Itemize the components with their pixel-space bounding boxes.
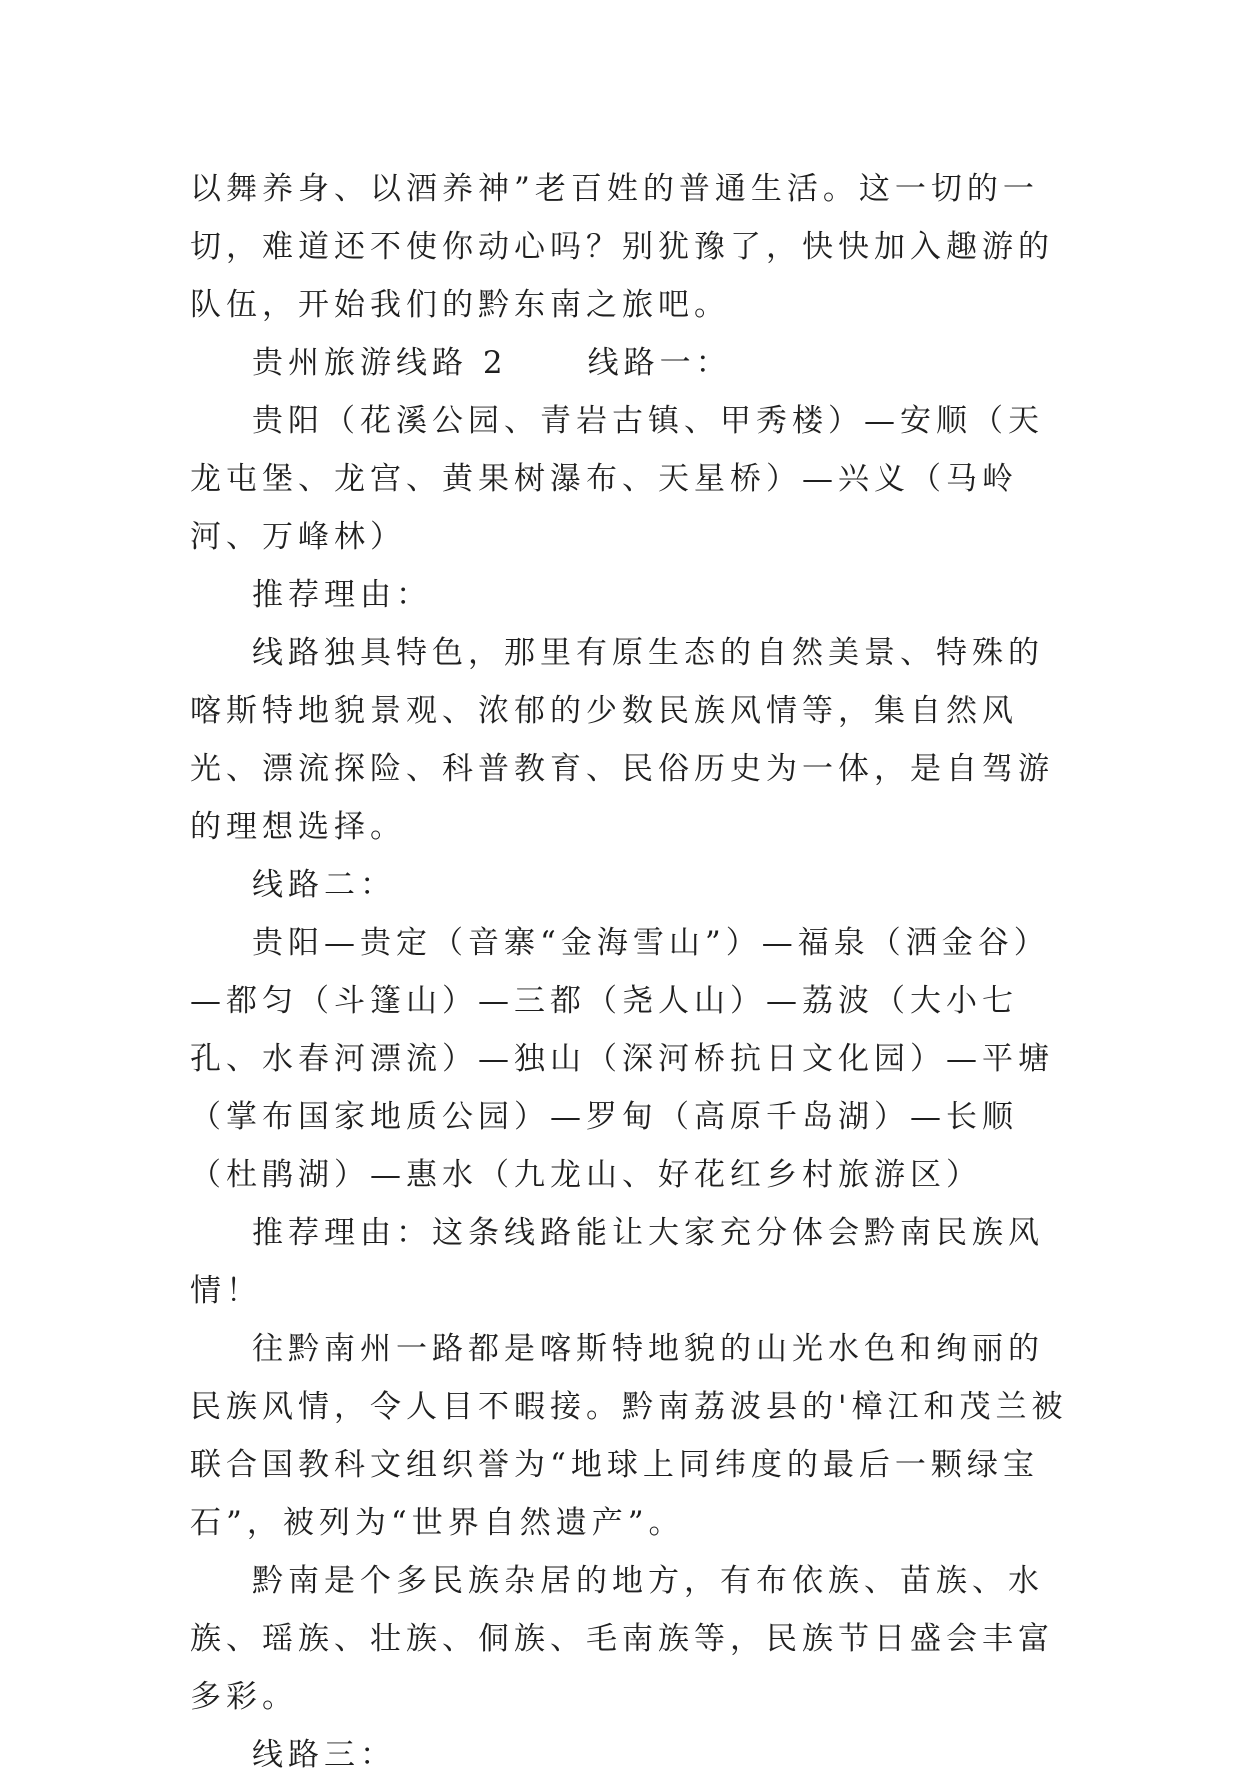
route-three-label: 线路三： <box>252 1737 396 1773</box>
route-two-reason: 推荐理由：这条线路能让大家充分体会黔南民族风情！ <box>190 1215 1044 1309</box>
route-one-label: 线路一： <box>587 345 732 381</box>
route-two-description: 往黔南州一路都是喀斯特地貌的山光水色和绚丽的民族风情，令人目不暇接。黔南荔波县的'樟江和茂兰被联合国教科文组织誉为“地球上同纬度的最后一颗绿宝石”，被列为“世界自然遗产”。 <box>190 1331 1068 1541</box>
section-title: 贵州旅游线路 2 <box>252 345 508 381</box>
route-two-itinerary: 贵阳—贵定（音寨“金海雪山”）—福泉（洒金谷）—都匀（斗篷山）—三都（尧人山）—荔波（大小七孔、水春河漂流）—独山（深河桥抗日文化园）—平塘（掌布国家地质公园）—罗甸（高原千岛湖）—长顺（杜鹃湖）—惠水（九龙山、好花红乡村旅游区） <box>190 925 1054 1193</box>
route-one-reason-text: 线路独具特色，那里有原生态的自然美景、特殊的喀斯特地貌景观、浓郁的少数民族风情等，集自然风光、漂流探险、科普教育、民俗历史为一体，是自驾游的理想选择。 <box>190 635 1054 845</box>
paragraph-intro-continuation: 以舞养身、以酒养神”老百姓的普通生活。这一切的一切，难道还不使你动心吗？别犹豫了，快快加入趣游的队伍，开始我们的黔东南之旅吧。 <box>190 171 1054 323</box>
route-two-ethnic-groups: 黔南是个多民族杂居的地方，有布依族、苗族、水族、瑶族、壮族、侗族、毛南族等，民族节日盛会丰富多彩。 <box>190 1563 1054 1715</box>
route-one-reason-label: 推荐理由： <box>252 577 432 613</box>
document-body <box>190 160 1070 1784</box>
route-one-itinerary: 贵阳（花溪公园、青岩古镇、甲秀楼）—安顺（天龙屯堡、龙宫、黄果树瀑布、天星桥）—兴义（马岭河、万峰林） <box>190 403 1044 555</box>
section-heading-route-2 <box>190 334 1070 392</box>
route-two-label: 线路二： <box>252 867 396 903</box>
